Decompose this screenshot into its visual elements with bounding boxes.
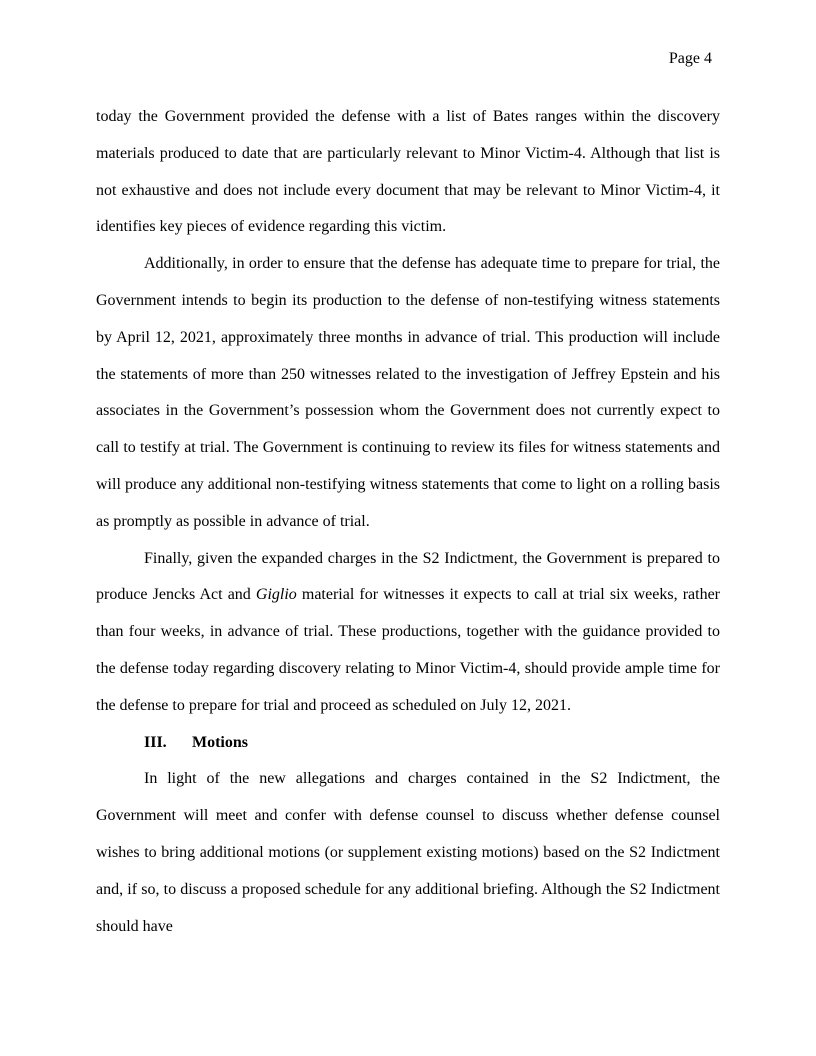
paragraph-jencks-giglio-text-start: Finally, given the expanded charges in the S2 Indictment, the Government is prepared to produce Jencks Act and [96,549,720,604]
paragraph-motions: In light of the new allegations and charges contained in the S2 Indictment, the Government will meet and confer with defense counsel to discuss whether defense counsel wishes to bring additional motions (or supplement existing motions) based on the S2 Indictment and, if so, to discuss a proposed schedule for any additional briefing. Although the S2 Indictment should have [96,770,720,935]
document-body [96,99,720,945]
paragraph-jencks-giglio [96,541,720,725]
paragraph-bates-ranges: today the Government provided the defense with a list of Bates ranges within the discovery materials produced to date that are particularly relevant to Minor Victim-4. Although that list is not exhaustive and does not include every document that may be relevant to Minor Victim-4, it identifies key pieces of evidence regarding this victim. [96,108,720,236]
section-title: Motions [192,733,248,751]
paragraph-jencks-giglio-text-end: material for witnesses it expects to call at trial six weeks, rather than four weeks, in advance of trial. These productions, together with the guidance provided to the defense today regarding discovery relating to Minor Victim-4, should provide ample time for the defense to prepare for trial and proceed as scheduled on July 12, 2021. [96,586,720,714]
section-heading-motions [96,725,720,762]
page-number: Page 4 [668,50,712,67]
giglio-italic-term: Giglio [255,586,297,604]
paragraph-witness-statements: Additionally, in order to ensure that the defense has adequate time to prepare for trial, the Government intends to begin its production to the defense of non-testifying witness statements by April 12, 2021, approximately three months in advance of trial. This production will include the statements of more than 250 witnesses related to the investigation of Jeffrey Epstein and his associates in the Government’s possession whom the Government does not currently expect to call to testify at trial. The Government is continuing to review its files for witness statements and will produce any additional non-testifying witness statements that come to light on a rolling basis as promptly as possible in advance of trial. [96,255,720,530]
section-number: III. [144,733,167,751]
